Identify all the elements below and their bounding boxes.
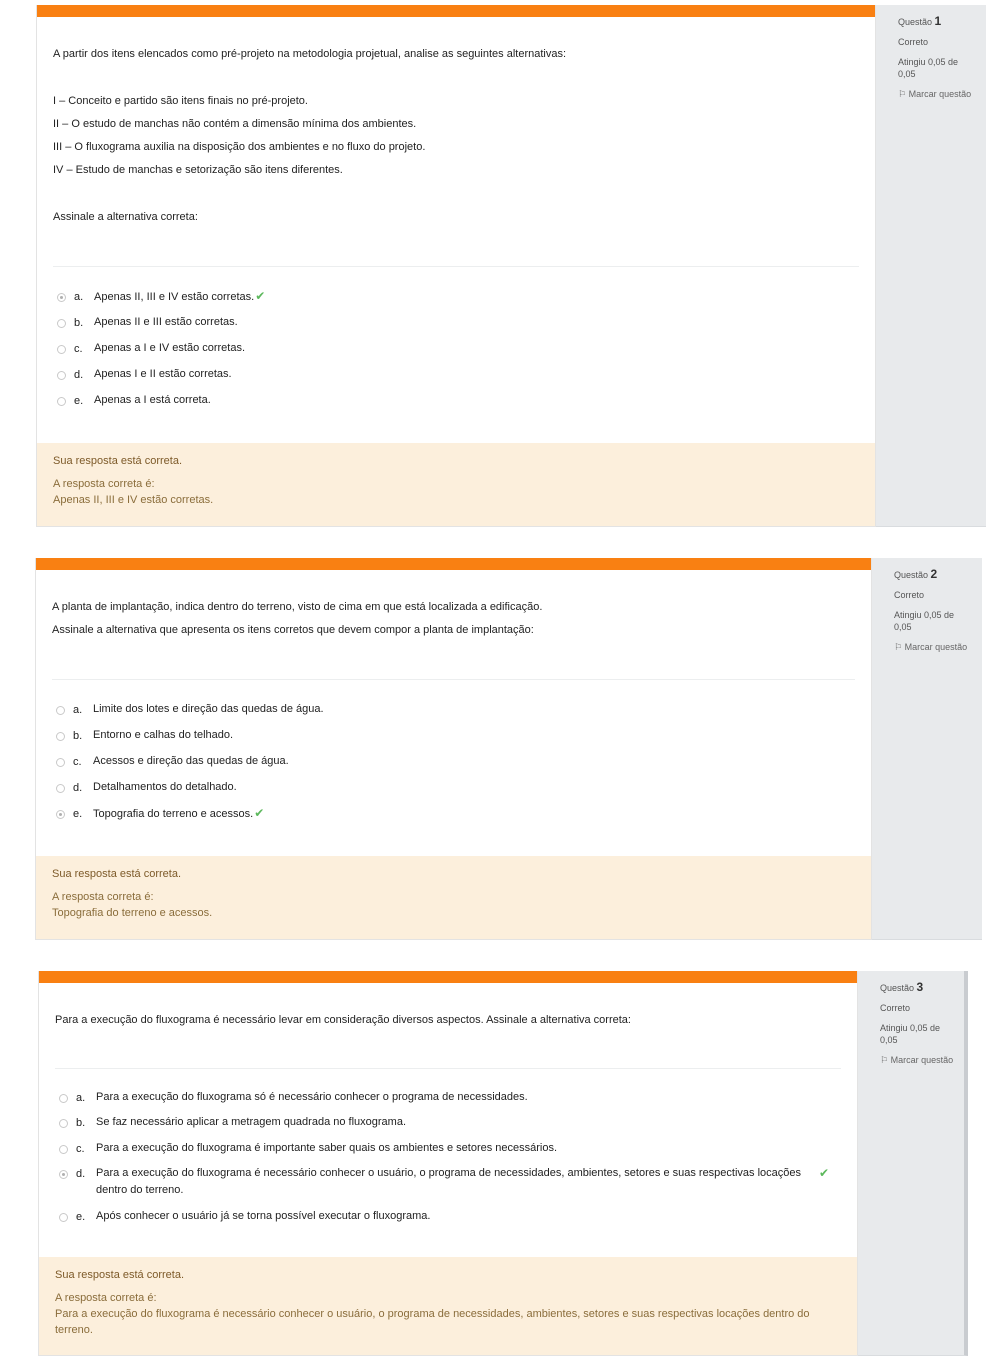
- right-answer-label: A resposta correta é:: [53, 478, 155, 490]
- radio-button[interactable]: [57, 319, 66, 328]
- option-d[interactable]: [59, 1168, 837, 1199]
- question-number: Questão 1: [898, 14, 942, 28]
- option-a[interactable]: [59, 1092, 837, 1106]
- question-info: [876, 5, 986, 527]
- option-text: Apenas a I e IV estão corretas.: [94, 342, 246, 354]
- question-text: [55, 971, 841, 1041]
- flag-question-link[interactable]: ⚐ Marcar questão: [880, 1055, 954, 1065]
- option-text: Limite dos lotes e direção das quedas de água.: [93, 703, 324, 715]
- statement-iii: III – O fluxograma auxilia na disposição dos ambientes e no fluxo do projeto.: [53, 141, 426, 153]
- radio-button[interactable]: [59, 1094, 68, 1103]
- question-1: [36, 5, 986, 527]
- question-grade: Atingiu 0,05 de 0,05: [894, 610, 955, 632]
- radio-button[interactable]: [57, 345, 66, 354]
- option-letter: b.: [76, 1117, 86, 1129]
- option-letter: b.: [73, 730, 83, 742]
- flag-question-link[interactable]: ⚐ Marcar questão: [898, 89, 972, 99]
- check-icon: ✔: [254, 806, 265, 820]
- radio-button[interactable]: [57, 371, 66, 380]
- statement-ii: II – O estudo de manchas não contém a dimensão mínima dos ambientes.: [53, 118, 417, 130]
- option-a[interactable]: [57, 291, 855, 306]
- question-text: [53, 5, 859, 235]
- option-text: Para a execução do fluxograma é importante saber quais os ambientes e setores necessários.: [96, 1142, 558, 1154]
- radio-button[interactable]: [59, 1145, 68, 1154]
- option-text: Entorno e calhas do telhado.: [93, 729, 234, 741]
- question-content: [38, 971, 858, 1356]
- feedback-verdict: Sua resposta está correta.: [55, 1269, 185, 1281]
- question-instruction: Assinale a alternativa que apresenta os itens corretos que devem compor a planta de implantação:: [52, 624, 534, 636]
- option-d[interactable]: [57, 369, 855, 383]
- option-letter: b.: [74, 317, 84, 329]
- option-letter: d.: [76, 1168, 86, 1180]
- option-a[interactable]: [56, 704, 851, 718]
- statement-i: I – Conceito e partido são itens finais no pré-projeto.: [53, 95, 308, 107]
- question-content: [35, 558, 872, 940]
- option-letter: e.: [76, 1211, 86, 1223]
- right-answer-label: A resposta correta é:: [55, 1292, 157, 1304]
- question-3: [38, 971, 968, 1356]
- radio-button-selected[interactable]: [59, 1170, 68, 1179]
- check-icon: ✔: [255, 289, 266, 303]
- option-text: Apenas a I está correta.: [94, 394, 211, 406]
- question-prompt: Para a execução do fluxograma é necessário levar em consideração diversos aspectos. Assinale a alternativa correta:: [55, 1014, 631, 1026]
- option-e[interactable]: [59, 1211, 837, 1225]
- right-answer-label: A resposta correta é:: [52, 891, 154, 903]
- option-text: Detalhamentos do detalhado.: [93, 781, 237, 793]
- radio-button-selected[interactable]: [56, 810, 65, 819]
- question-state: Correto: [880, 1003, 911, 1013]
- question-content: [36, 5, 876, 527]
- option-letter: c.: [73, 756, 82, 768]
- feedback-verdict: Sua resposta está correta.: [52, 868, 182, 880]
- option-b[interactable]: [56, 730, 851, 744]
- radio-button[interactable]: [56, 706, 65, 715]
- option-letter: d.: [73, 782, 83, 794]
- radio-button-selected[interactable]: [57, 293, 66, 302]
- radio-button[interactable]: [59, 1213, 68, 1222]
- option-b[interactable]: [57, 317, 855, 331]
- radio-button[interactable]: [56, 784, 65, 793]
- question-grade: Atingiu 0,05 de 0,05: [898, 57, 959, 79]
- option-c[interactable]: [57, 343, 855, 357]
- question-state: Correto: [894, 590, 925, 600]
- option-letter: c.: [74, 343, 83, 355]
- feedback-verdict: Sua resposta está correta.: [53, 455, 183, 467]
- question-info: [872, 558, 982, 940]
- option-text: Se faz necessário aplicar a metragem quadrada no fluxograma.: [96, 1116, 407, 1128]
- divider: [53, 266, 859, 267]
- feedback-box: [39, 1257, 857, 1355]
- option-text: Topografia do terreno e acessos.✔: [93, 806, 265, 820]
- option-letter: d.: [74, 369, 84, 381]
- question-number: Questão 3: [880, 980, 924, 994]
- option-c[interactable]: [59, 1143, 837, 1157]
- divider: [55, 1068, 841, 1069]
- right-answer-text: Apenas II, III e IV estão corretas.: [53, 494, 214, 506]
- option-text: Após conhecer o usuário já se torna possível executar o fluxograma.: [96, 1210, 431, 1222]
- option-letter: a.: [73, 704, 83, 716]
- answer-options: [59, 1092, 837, 1232]
- option-text: Para a execução do fluxograma é necessário conhecer o usuário, o programa de necessidades, ambientes, setores e suas respectivas locações dentro do terreno.: [96, 1167, 802, 1196]
- radio-button[interactable]: [59, 1119, 68, 1128]
- feedback-box: [37, 443, 875, 526]
- option-d[interactable]: [56, 782, 851, 796]
- right-answer-text: Topografia do terreno e acessos.: [52, 907, 213, 919]
- option-e[interactable]: [57, 395, 855, 409]
- radio-button[interactable]: [56, 732, 65, 741]
- option-letter: a.: [74, 291, 84, 303]
- radio-button[interactable]: [56, 758, 65, 767]
- option-letter: e.: [74, 395, 84, 407]
- question-2: [35, 558, 982, 940]
- feedback-box: [36, 856, 871, 939]
- radio-button[interactable]: [57, 397, 66, 406]
- option-text: Acessos e direção das quedas de água.: [93, 755, 289, 767]
- question-info: [858, 971, 968, 1356]
- answer-options: [57, 291, 855, 421]
- divider: [52, 679, 855, 680]
- question-text: [52, 558, 855, 648]
- option-text: Apenas II e III estão corretas.: [94, 316, 238, 328]
- question-grade: Atingiu 0,05 de 0,05: [880, 1023, 941, 1045]
- right-answer-text: Para a execução do fluxograma é necessário conhecer o usuário, o programa de necessidades, ambientes, setores e suas respectivas locações dentro do terreno.: [55, 1308, 810, 1336]
- question-number: Questão 2: [894, 567, 938, 581]
- question-prompt: A planta de implantação, indica dentro do terreno, visto de cima em que está localizada a edificação.: [52, 601, 543, 613]
- flag-icon: ⚐: [894, 642, 903, 652]
- answer-options: [56, 704, 851, 834]
- statement-iv: IV – Estudo de manchas e setorização são itens diferentes.: [53, 164, 343, 176]
- question-prompt: A partir dos itens elencados como pré-projeto na metodologia projetual, analise as seguintes alternativas:: [53, 48, 567, 60]
- option-letter: c.: [76, 1143, 85, 1155]
- flag-question-link[interactable]: ⚐ Marcar questão: [894, 642, 968, 652]
- check-icon: ✔: [819, 1166, 830, 1180]
- question-state: Correto: [898, 37, 929, 47]
- option-letter: e.: [73, 808, 83, 820]
- option-text: Para a execução do fluxograma só é necessário conhecer o programa de necessidades.: [96, 1091, 528, 1103]
- option-letter: a.: [76, 1092, 86, 1104]
- option-text: Apenas I e II estão corretas.: [94, 368, 232, 380]
- question-instruction: Assinale a alternativa correta:: [53, 211, 198, 223]
- flag-icon: ⚐: [880, 1055, 889, 1065]
- option-b[interactable]: [59, 1117, 837, 1131]
- option-text: Apenas II, III e IV estão corretas.✔: [94, 289, 266, 303]
- option-c[interactable]: [56, 756, 851, 770]
- flag-icon: ⚐: [898, 89, 907, 99]
- option-e[interactable]: [56, 808, 851, 823]
